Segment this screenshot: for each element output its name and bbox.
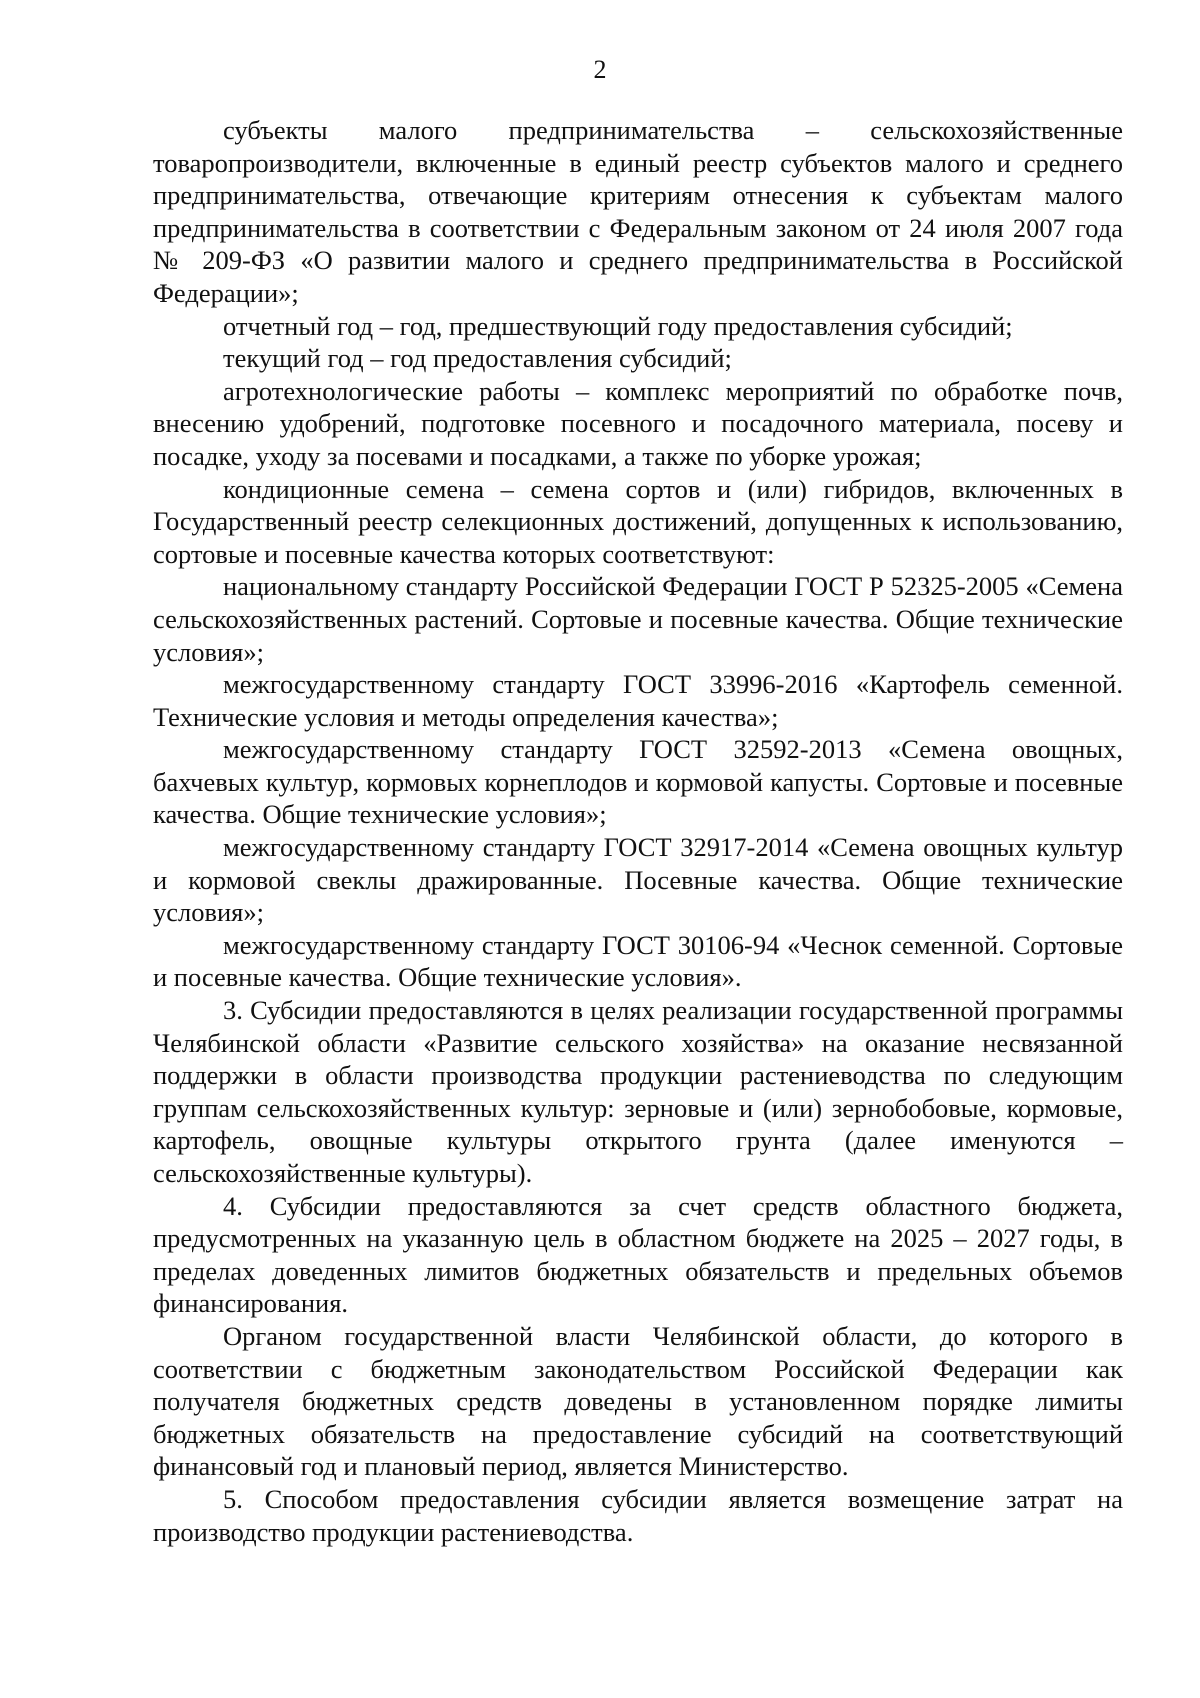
paragraph-conditioned-seeds: кондиционные семена – семена сортов и (или) гибридов, включенных в Государственный реестр селекционных достижений, допущенных к использованию, сортовые и посевные качества которых соответствуют: (153, 473, 1123, 569)
paragraph-gost-52325: национальному стандарту Российской Федерации ГОСТ Р 52325-2005 «Семена сельскохозяйственных растений. Сортовые и посевные качества. Общие технические условия»; (153, 571, 1123, 667)
paragraph-gost-30106: межгосударственному стандарту ГОСТ 30106-94 «Чеснок семенной. Сортовые и посевные качества. Общие технические условия». (153, 929, 1123, 993)
paragraph-gost-32917: межгосударственному стандарту ГОСТ 32917-2014 «Семена овощных культур и кормовой свеклы дражированные. Посевные качества. Общие технические условия»; (153, 832, 1123, 928)
paragraph-agrotechnological-works: агротехнологические работы – комплекс мероприятий по обработке почв, внесению удобрений, подготовке посевного и посадочного материала, посеву и посадке, уходу за посевами и посадками, а также по уборке урожая; (153, 375, 1123, 471)
paragraph-current-year: текущий год – год предоставления субсидий; (223, 343, 732, 374)
paragraph-item-3: 3. Субсидии предоставляются в целях реализации государственной программы Челябинской области «Развитие сельского хозяйства» на оказание несвязанной поддержки в области производства продукции растениеводства по следующим группам сельскохозяйственных культур: зерновые и (или) зернобобовые, кормовые, картофель, овощные культуры открытого грунта (далее именуются – сельскохозяйственные культуры). (153, 995, 1123, 1188)
paragraph-item-5: 5. Способом предоставления субсидии является возмещение затрат на производство продукции растениеводства. (153, 1483, 1123, 1547)
paragraph-item-4: 4. Субсидии предоставляются за счет средств областного бюджета, предусмотренных на указанную цель в областном бюджете на 2025 – 2027 годы, в пределах доведенных лимитов бюджетных обязательств и предельных объемов финансирования. (153, 1190, 1123, 1319)
paragraph-reporting-year: отчетный год – год, предшествующий году предоставления субсидий; (223, 310, 1013, 341)
paragraph-gost-33996: межгосударственному стандарту ГОСТ 33996-2016 «Картофель семенной. Технические условия и методы определения качества»; (153, 669, 1123, 732)
page-number: 2 (593, 55, 607, 84)
paragraph-authority: Органом государственной власти Челябинской области, до которого в соответствии с бюджетным законодательством Российской Федерации как получателя бюджетных средств доведены в установленном порядке лимиты бюджетных обязательств на предоставление субсидий на соответствующий финансовый год и плановый период, является Министерство. (153, 1320, 1123, 1482)
paragraph-small-business-definition: субъекты малого предпринимательства – сельскохозяйственные товаропроизводители, включенные в единый реестр субъектов малого и среднего предпринимательства, отвечающие критериям отнесения к субъектам малого предпринимательства в соответствии с Федеральным законом от 24 июля 2007 года № 209-ФЗ «О развитии малого и среднего предпринимательства в Российской Федерации»; (153, 115, 1123, 308)
paragraph-gost-32592: межгосударственному стандарту ГОСТ 32592-2013 «Семена овощных, бахчевых культур, кормовых корнеплодов и кормовой капусты. Сортовые и посевные качества. Общие технические условия»; (153, 734, 1123, 830)
document-body (153, 114, 1123, 1548)
